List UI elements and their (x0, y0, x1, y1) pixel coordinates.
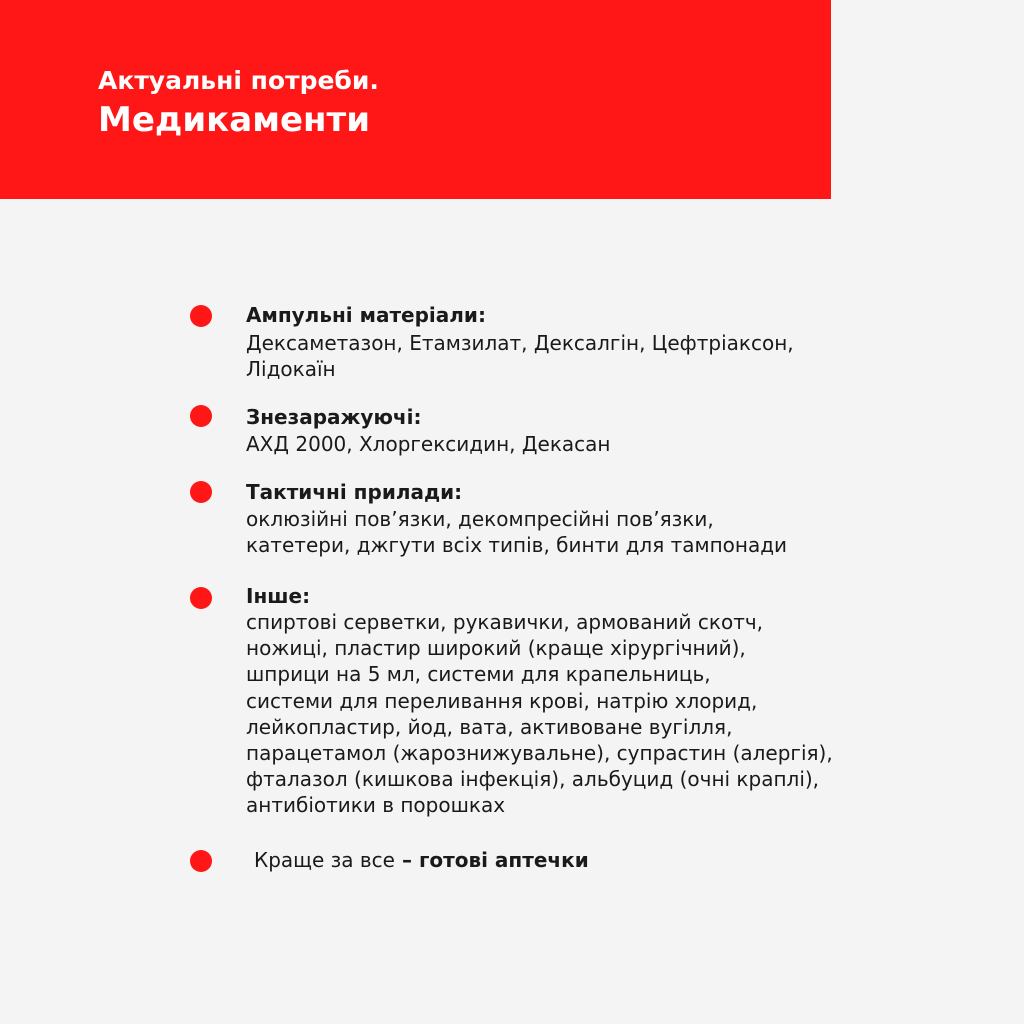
final-note-prefix: Краще за все (254, 848, 395, 872)
item-heading-tactical: Тактичні прилади: (246, 480, 463, 504)
item-heading-ampoules: Ампульні матеріали: (246, 303, 486, 327)
item-heading-disinfectants: Знезаражуючі: (246, 405, 422, 429)
bullet-icon (190, 405, 212, 427)
header-subtitle: Актуальні потреби. (98, 66, 379, 95)
final-note (254, 847, 589, 873)
item-heading-other: Інше: (246, 584, 311, 608)
bullet-icon (190, 587, 212, 609)
item-body-ampoules: Дексаметазон, Етамзилат, Дексалгін, Цефтріаксон, Лідокаїн (246, 331, 794, 382)
bullet-icon (190, 305, 212, 327)
item-body-disinfectants: АХД 2000, Хлоргексидин, Декасан (246, 432, 611, 456)
final-note-dash: – (395, 848, 419, 872)
bullet-icon (190, 850, 212, 872)
bullet-icon (190, 481, 212, 503)
final-note-emphasis: готові аптечки (418, 848, 589, 872)
item-body-other: спиртові серветки, рукавички, армований скотч, ножиці, пластир широкий (краще хірургічний), шприци на 5 мл, системи для крапельниць, системи для переливання крові, натрію хлорид, лейкопластир, йод, вата, активоване вугілля, парацетамол (жарознижувальне), супрастин (алергія), фталазол (кишкова інфекція), альбуцид (очні краплі), антибіотики в порошках (246, 610, 833, 818)
item-body-tactical: оклюзійні пов’язки, декомпресійні пов’язки, катетери, джгути всіх типів, бинти для тампонади (246, 507, 788, 558)
page-title: Медикаменти (98, 100, 371, 140)
